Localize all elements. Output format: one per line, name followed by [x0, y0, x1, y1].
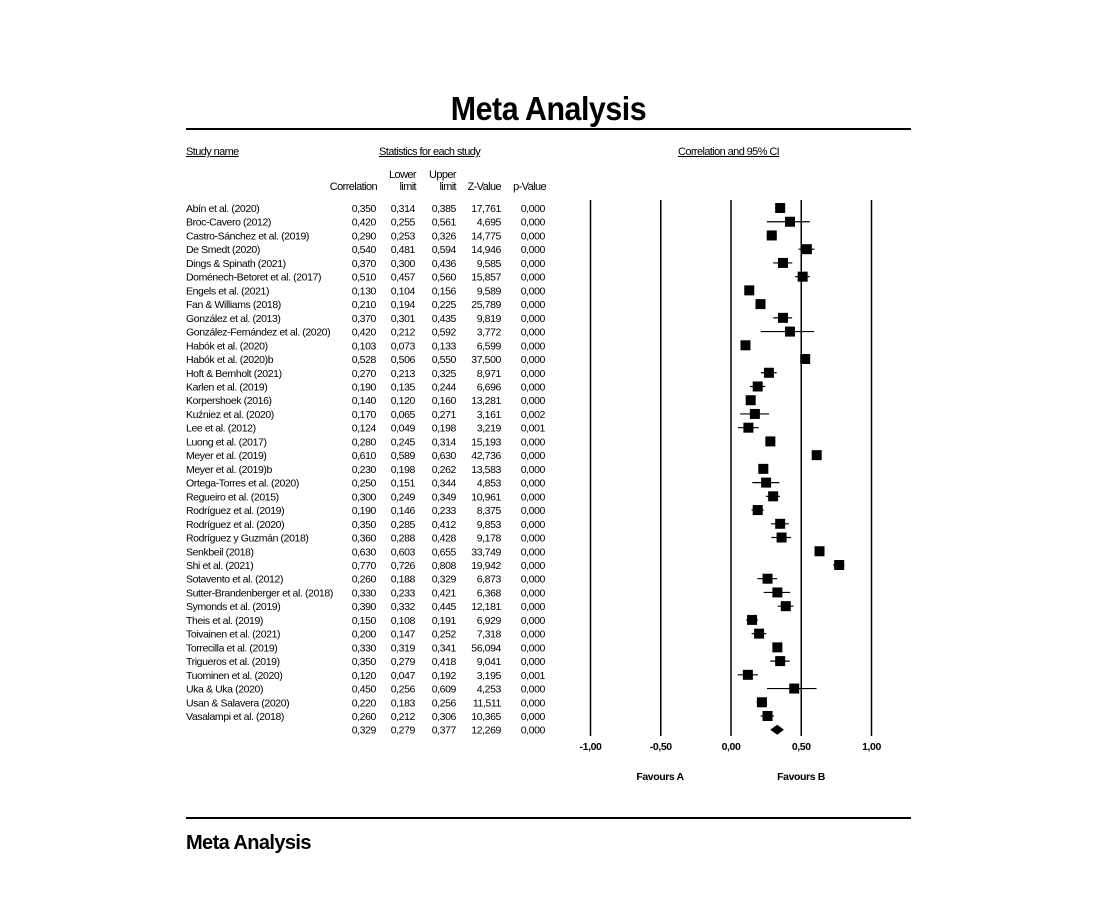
- lower-limit-value: 0,481: [390, 244, 415, 257]
- correlation-value: 0,510: [351, 271, 376, 284]
- lower-limit-value: 0,279: [390, 656, 415, 669]
- study-name: Shi et al. (2021): [186, 559, 254, 572]
- p-value: 0,000: [520, 656, 545, 669]
- z-value: 17,761: [471, 203, 501, 215]
- p-value: 0,000: [520, 491, 545, 504]
- effect-marker: [764, 368, 774, 378]
- lower-limit-value: 0,301: [390, 312, 415, 325]
- correlation-value: 0,210: [351, 299, 376, 312]
- lower-limit-value: 0,314: [390, 203, 415, 215]
- x-tick-label: -0,50: [649, 741, 672, 753]
- study-name: Toivainen et al. (2021): [186, 628, 281, 641]
- effect-marker: [765, 436, 775, 446]
- p-value: 0,000: [520, 257, 545, 270]
- p-value: 0,000: [520, 203, 545, 215]
- upper-limit-value: 0,418: [431, 656, 456, 669]
- lower-limit-value: 0,285: [390, 518, 415, 531]
- z-value: 15,193: [471, 436, 501, 449]
- study-name: Karlen et al. (2019): [186, 381, 268, 394]
- x-tick-label: 0,00: [721, 741, 741, 753]
- z-value: 33,749: [471, 546, 501, 559]
- z-value: 9,041: [476, 656, 501, 669]
- study-name: Meyer et al. (2019): [186, 450, 267, 463]
- upper-limit-value: 0,436: [431, 257, 456, 270]
- lower-limit-value: 0,135: [390, 381, 415, 394]
- lower-limit-value: 0,188: [390, 573, 415, 586]
- upper-limit-value: 0,428: [431, 532, 456, 545]
- z-value: 9,178: [476, 532, 501, 545]
- correlation-value: 0,190: [351, 505, 376, 518]
- p-value: 0,000: [520, 299, 545, 312]
- p-value: 0,000: [520, 711, 545, 724]
- upper-limit-value: 0,435: [431, 312, 456, 325]
- study-name: Lee et al. (2012): [186, 422, 256, 435]
- upper-limit-value: 0,592: [431, 326, 456, 339]
- correlation-value: 0,350: [351, 656, 376, 669]
- p-value: 0,000: [520, 546, 545, 559]
- correlation-value: 0,170: [351, 408, 376, 421]
- effect-marker: [744, 285, 754, 295]
- p-value: 0,000: [520, 312, 545, 325]
- study-name: Trigueros et al. (2019): [186, 656, 280, 669]
- upper-limit-value: 0,561: [431, 216, 456, 229]
- lower-limit-value: 0,183: [390, 697, 415, 710]
- study-name: González-Fernández et al. (2020): [186, 326, 331, 339]
- z-value: 37,500: [471, 354, 501, 367]
- lower-limit-value: 0,233: [390, 587, 415, 600]
- lower-limit-value: 0,256: [390, 683, 415, 696]
- upper-limit-value: 0,156: [431, 285, 456, 298]
- effect-marker: [775, 656, 785, 666]
- summary-z-value: 12,269: [471, 724, 501, 737]
- footer-title: Meta Analysis: [186, 832, 311, 854]
- z-value: 10,365: [471, 711, 501, 724]
- z-value: 12,181: [471, 601, 501, 614]
- effect-marker: [746, 395, 756, 405]
- lower-limit-value: 0,049: [390, 422, 415, 435]
- correlation-value: 0,150: [351, 614, 376, 627]
- correlation-value: 0,350: [351, 203, 376, 215]
- lower-limit-value: 0,255: [390, 216, 415, 229]
- effect-marker: [798, 272, 808, 282]
- effect-marker: [781, 601, 791, 611]
- correlation-value: 0,290: [351, 230, 376, 243]
- study-name: Symonds et al. (2019): [186, 601, 281, 614]
- correlation-value: 0,270: [351, 367, 376, 380]
- upper-limit-value: 0,198: [431, 422, 456, 435]
- statistics-header: Statistics for each study: [379, 146, 481, 158]
- upper-limit-value: 0,191: [431, 614, 456, 627]
- effect-marker: [777, 533, 787, 543]
- upper-limit-value: 0,344: [431, 477, 456, 490]
- page-title: Meta Analysis: [450, 90, 647, 127]
- p-value: 0,000: [520, 559, 545, 572]
- effect-marker: [785, 327, 795, 337]
- lower-limit-value: 0,047: [390, 669, 415, 682]
- p-value: 0,000: [520, 354, 545, 367]
- lower-limit-value: 0,073: [390, 340, 415, 353]
- upper-limit-value: 0,560: [431, 271, 456, 284]
- correlation-value: 0,370: [351, 312, 376, 325]
- x-tick-label: 0,50: [791, 741, 811, 753]
- study-name: Theis et al. (2019): [186, 614, 264, 627]
- upper-limit-value: 0,349: [431, 491, 456, 504]
- effect-marker: [812, 450, 822, 460]
- p-value: 0,000: [520, 683, 545, 696]
- upper-limit-value: 0,160: [431, 395, 456, 408]
- z-value: 19,942: [471, 559, 501, 572]
- p-value: 0,000: [520, 477, 545, 490]
- column-p-value: p-Value: [513, 181, 546, 193]
- effect-marker: [754, 629, 764, 639]
- correlation-value: 0,103: [351, 340, 376, 353]
- correlation-value: 0,330: [351, 642, 376, 655]
- p-value: 0,000: [520, 697, 545, 710]
- upper-limit-value: 0,594: [431, 244, 456, 257]
- upper-limit-value: 0,252: [431, 628, 456, 641]
- upper-limit-value: 0,192: [431, 669, 456, 682]
- summary-p-value: 0,000: [520, 724, 545, 737]
- study-name: Fan & Williams (2018): [186, 299, 281, 312]
- upper-limit-value: 0,244: [431, 381, 456, 394]
- study-name: Luong et al. (2017): [186, 436, 267, 449]
- p-value: 0,000: [520, 532, 545, 545]
- effect-marker: [834, 560, 844, 570]
- upper-limit-value: 0,385: [431, 203, 456, 215]
- correlation-value: 0,230: [351, 463, 376, 476]
- study-name: Senkbeil (2018): [186, 546, 254, 559]
- study-name: Engels et al. (2021): [186, 285, 270, 298]
- effect-marker: [763, 711, 773, 721]
- study-name: Uka & Uka (2020): [186, 683, 264, 696]
- correlation-value: 0,190: [351, 381, 376, 394]
- correlation-value: 0,528: [351, 354, 376, 367]
- upper-limit-value: 0,445: [431, 601, 456, 614]
- z-value: 7,318: [476, 628, 501, 641]
- effect-marker: [768, 491, 778, 501]
- study-name: Rodríguez y Guzmán (2018): [186, 532, 309, 545]
- correlation-value: 0,370: [351, 257, 376, 270]
- lower-limit-value: 0,245: [390, 436, 415, 449]
- z-value: 4,253: [476, 683, 501, 696]
- z-value: 4,853: [476, 477, 501, 490]
- z-value: 10,961: [471, 491, 501, 504]
- z-value: 15,857: [471, 271, 501, 284]
- effect-marker: [753, 505, 763, 515]
- study-name: Tuominen et al. (2020): [186, 669, 283, 682]
- upper-limit-value: 0,262: [431, 463, 456, 476]
- effect-marker: [743, 423, 753, 433]
- study-name: Rodríguez et al. (2020): [186, 518, 285, 531]
- study-name: Dings & Spinath (2021): [186, 257, 286, 270]
- z-value: 4,695: [476, 216, 501, 229]
- z-value: 11,511: [472, 697, 501, 710]
- upper-limit-value: 0,225: [431, 299, 456, 312]
- summary-upper-limit: 0,377: [431, 724, 456, 737]
- z-value: 9,819: [476, 312, 501, 325]
- effect-marker: [802, 244, 812, 254]
- p-value: 0,000: [520, 285, 545, 298]
- lower-limit-value: 0,212: [390, 326, 415, 339]
- plot-header: Correlation and 95% CI: [678, 146, 780, 158]
- p-value: 0,000: [520, 587, 545, 600]
- lower-limit-value: 0,506: [390, 354, 415, 367]
- p-value: 0,000: [520, 436, 545, 449]
- p-value: 0,000: [520, 518, 545, 531]
- upper-limit-value: 0,271: [431, 408, 456, 421]
- correlation-value: 0,360: [351, 532, 376, 545]
- z-value: 9,585: [476, 257, 501, 270]
- lower-limit-value: 0,603: [390, 546, 415, 559]
- lower-limit-value: 0,319: [390, 642, 415, 655]
- p-value: 0,000: [520, 326, 545, 339]
- upper-limit-value: 0,133: [431, 340, 456, 353]
- effect-marker: [778, 258, 788, 268]
- lower-limit-value: 0,249: [390, 491, 415, 504]
- correlation-value: 0,420: [351, 216, 376, 229]
- study-name: Torrecilla et al. (2019): [186, 642, 278, 655]
- x-tick-label: 1,00: [862, 741, 881, 753]
- z-value: 9,589: [476, 285, 501, 298]
- column-lower-line1: Lower: [389, 169, 416, 181]
- p-value: 0,000: [520, 271, 545, 284]
- correlation-value: 0,350: [351, 518, 376, 531]
- z-value: 6,696: [476, 381, 501, 394]
- correlation-value: 0,280: [351, 436, 376, 449]
- study-name: Regueiro et al. (2015): [186, 491, 279, 504]
- upper-limit-value: 0,341: [431, 642, 456, 655]
- study-name: Sotavento et al. (2012): [186, 573, 284, 586]
- study-name: De Smedt (2020): [186, 244, 260, 257]
- z-value: 3,219: [476, 422, 501, 435]
- p-value: 0,000: [520, 367, 545, 380]
- correlation-value: 0,260: [351, 711, 376, 724]
- study-name: Broc-Cavero (2012): [186, 216, 272, 229]
- p-value: 0,000: [520, 230, 545, 243]
- upper-limit-value: 0,329: [431, 573, 456, 586]
- effect-marker: [775, 519, 785, 529]
- z-value: 3,161: [476, 408, 501, 421]
- p-value: 0,000: [520, 601, 545, 614]
- upper-limit-value: 0,808: [431, 559, 456, 572]
- study-name: Castro-Sánchez et al. (2019): [186, 230, 310, 243]
- correlation-value: 0,130: [351, 285, 376, 298]
- p-value: 0,000: [520, 642, 545, 655]
- correlation-value: 0,630: [351, 546, 376, 559]
- lower-limit-value: 0,104: [390, 285, 415, 298]
- summary-correlation: 0,329: [351, 724, 376, 737]
- effect-marker: [772, 587, 782, 597]
- z-value: 56,094: [471, 642, 501, 655]
- lower-limit-value: 0,212: [390, 711, 415, 724]
- effect-marker: [800, 354, 810, 364]
- effect-marker: [767, 230, 777, 240]
- effect-marker: [743, 670, 753, 680]
- p-value: 0,001: [520, 422, 545, 435]
- upper-limit-value: 0,655: [431, 546, 456, 559]
- p-value: 0,000: [520, 505, 545, 518]
- effect-marker: [758, 464, 768, 474]
- z-value: 9,853: [476, 518, 501, 531]
- correlation-value: 0,250: [351, 477, 376, 490]
- bottom-rule: [186, 817, 911, 819]
- z-value: 42,736: [471, 450, 501, 463]
- z-value: 3,772: [476, 326, 501, 339]
- effect-marker: [740, 340, 750, 350]
- column-lower-line2: limit: [399, 181, 416, 193]
- study-name: Sutter-Brandenberger et al. (2018): [186, 587, 333, 600]
- summary-lower-limit: 0,279: [390, 724, 415, 737]
- lower-limit-value: 0,198: [390, 463, 415, 476]
- z-value: 25,789: [471, 299, 501, 312]
- correlation-value: 0,770: [351, 559, 376, 572]
- correlation-value: 0,200: [351, 628, 376, 641]
- lower-limit-value: 0,213: [390, 367, 415, 380]
- z-value: 13,583: [471, 463, 501, 476]
- correlation-value: 0,124: [351, 422, 376, 435]
- column-z-value: Z-Value: [467, 181, 501, 193]
- p-value: 0,000: [520, 216, 545, 229]
- effect-marker: [815, 546, 825, 556]
- lower-limit-value: 0,253: [390, 230, 415, 243]
- column-correlation: Correlation: [329, 181, 377, 193]
- correlation-value: 0,330: [351, 587, 376, 600]
- effect-marker: [775, 203, 785, 213]
- upper-limit-value: 0,306: [431, 711, 456, 724]
- lower-limit-value: 0,147: [390, 628, 415, 641]
- column-upper-line1: Upper: [429, 169, 456, 181]
- p-value: 0,000: [520, 573, 545, 586]
- lower-limit-value: 0,288: [390, 532, 415, 545]
- z-value: 14,946: [471, 244, 501, 257]
- correlation-value: 0,450: [351, 683, 376, 696]
- p-value: 0,000: [520, 450, 545, 463]
- correlation-value: 0,220: [351, 697, 376, 710]
- x-tick-label: -1,00: [579, 741, 602, 753]
- lower-limit-value: 0,151: [390, 477, 415, 490]
- correlation-value: 0,300: [351, 491, 376, 504]
- upper-limit-value: 0,314: [431, 436, 456, 449]
- lower-limit-value: 0,457: [390, 271, 415, 284]
- study-name: Doménech-Betoret et al. (2017): [186, 271, 322, 284]
- lower-limit-value: 0,108: [390, 614, 415, 627]
- upper-limit-value: 0,630: [431, 450, 456, 463]
- p-value: 0,000: [520, 614, 545, 627]
- correlation-value: 0,260: [351, 573, 376, 586]
- lower-limit-value: 0,120: [390, 395, 415, 408]
- effect-marker: [761, 478, 771, 488]
- p-value: 0,000: [520, 628, 545, 641]
- study-name: Hoft & Bernholt (2021): [186, 367, 282, 380]
- upper-limit-value: 0,421: [431, 587, 456, 600]
- lower-limit-value: 0,332: [390, 601, 415, 614]
- study-name: Vasalampi et al. (2018): [186, 711, 284, 724]
- correlation-value: 0,610: [351, 450, 376, 463]
- upper-limit-value: 0,256: [431, 697, 456, 710]
- p-value: 0,001: [520, 669, 545, 682]
- favours-right-label: Favours B: [777, 771, 825, 783]
- p-value: 0,000: [520, 381, 545, 394]
- lower-limit-value: 0,194: [390, 299, 415, 312]
- p-value: 0,000: [520, 244, 545, 257]
- effect-marker: [747, 615, 757, 625]
- correlation-value: 0,420: [351, 326, 376, 339]
- p-value: 0,000: [520, 395, 545, 408]
- effect-marker: [772, 642, 782, 652]
- correlation-value: 0,140: [351, 395, 376, 408]
- study-name: Usan & Salavera (2020): [186, 697, 290, 710]
- z-value: 6,873: [476, 573, 501, 586]
- upper-limit-value: 0,609: [431, 683, 456, 696]
- study-name: Korpershoek (2016): [186, 395, 272, 408]
- study-name-header: Study name: [186, 146, 239, 158]
- correlation-value: 0,390: [351, 601, 376, 614]
- effect-marker: [778, 313, 788, 323]
- lower-limit-value: 0,300: [390, 257, 415, 270]
- effect-marker: [750, 409, 760, 419]
- z-value: 14,775: [471, 230, 501, 243]
- study-name: Ortega-Torres et al. (2020): [186, 477, 299, 490]
- upper-limit-value: 0,412: [431, 518, 456, 531]
- effect-marker: [789, 684, 799, 694]
- study-name: Abín et al. (2020): [186, 203, 260, 215]
- effect-marker: [756, 299, 766, 309]
- upper-limit-value: 0,325: [431, 367, 456, 380]
- z-value: 6,599: [476, 340, 501, 353]
- z-value: 6,929: [476, 614, 501, 627]
- z-value: 3,195: [476, 669, 501, 682]
- upper-limit-value: 0,233: [431, 505, 456, 518]
- study-name: Meyer et al. (2019)b: [186, 463, 272, 476]
- correlation-value: 0,120: [351, 669, 376, 682]
- study-name: Habók et al. (2020)b: [186, 354, 274, 367]
- effect-marker: [757, 697, 767, 707]
- effect-marker: [763, 574, 773, 584]
- summary-diamond: [770, 725, 784, 735]
- study-name: Rodríguez et al. (2019): [186, 505, 285, 518]
- p-value: 0,000: [520, 463, 545, 476]
- upper-limit-value: 0,550: [431, 354, 456, 367]
- correlation-value: 0,540: [351, 244, 376, 257]
- column-upper-line2: limit: [439, 181, 456, 193]
- study-name: González et al. (2013): [186, 312, 281, 325]
- favours-left-label: Favours A: [636, 771, 684, 783]
- effect-marker: [753, 381, 763, 391]
- lower-limit-value: 0,146: [390, 505, 415, 518]
- z-value: 8,375: [476, 505, 501, 518]
- study-name: Kuźniez et al. (2020): [186, 408, 274, 421]
- upper-limit-value: 0,326: [431, 230, 456, 243]
- effect-marker: [785, 217, 795, 227]
- p-value: 0,000: [520, 340, 545, 353]
- study-name: Habók et al. (2020): [186, 340, 268, 353]
- lower-limit-value: 0,726: [390, 559, 415, 572]
- p-value: 0,002: [520, 408, 545, 421]
- lower-limit-value: 0,589: [390, 450, 415, 463]
- lower-limit-value: 0,065: [390, 408, 415, 421]
- z-value: 6,368: [476, 587, 501, 600]
- z-value: 8,971: [476, 367, 501, 380]
- z-value: 13,281: [471, 395, 501, 408]
